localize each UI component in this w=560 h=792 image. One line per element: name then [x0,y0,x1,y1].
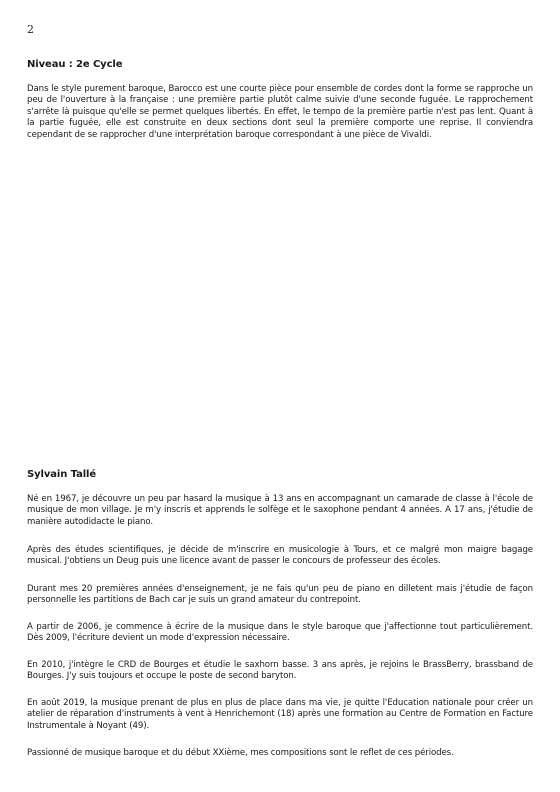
piece-description: Dans le style purement baroque, Barocco est une courte pièce pour ensemble de cordes dont la forme se rapproche un peu de l'ouverture à la française : une première partie plutôt calme suivie d'une seconde fuguée. Le rapprochement s'arrête là puisque qu'elle se permet quelques libertés. En effet, le tempo de la première partie n'est pas lent. Quant à la partie fuguée, elle est construite en deux sections dont seul la première comporte une reprise. Il conviendra cependant de se rapprocher d'une interprétation baroque correspondant à une pièce de Vivaldi. [27,84,533,140]
page-number: 2 [27,23,34,36]
bio-paragraph-6: En août 2019, la musique prenant de plus en plus de place dans ma vie, je quitte l'Education nationale pour créer un atelier de réparation d'instruments à vent à Henrichemont (18) après une formation au Centre de Formation en Facture Instrumentale à Noyant (49). [27,698,533,731]
bio-paragraph-5: En 2010, j'intègre le CRD de Bourges et étudie le saxhorn basse. 3 ans après, je rejoins le BrassBerry, brassband de Bourges. J'y suis toujours et occupe le poste de second baryton. [27,660,533,682]
bio-paragraph-1: Né en 1967, je découvre un peu par hasard la musique à 13 ans en accompagnant un camarade de classe à l'école de musique de mon village. Je m'y inscris et apprends le solfège et le saxophone pendant 4 années. A 17 ans, j'étudie de manière autodidacte le piano. [27,494,533,527]
bio-paragraph-2: Après des études scientifiques, je décide de m'inscrire en musicologie à Tours, et ce malgré mon maigre bagage musical. J'obtiens un Deug puis une licence avant de passer le concours de professeur des écoles. [27,545,533,567]
composer-heading: Sylvain Tallé [27,469,97,480]
bio-paragraph-3: Durant mes 20 premières années d'enseignement, je ne fais qu'un peu de piano en dilletent mais j'étudie de façon personnelle les partitions de Bach car je suis un grand amateur du contrepoint. [27,584,533,606]
bio-paragraph-4: A partir de 2006, je commence à écrire de la musique dans le style baroque que j'affectionne tout particulièrement. Dès 2009, l'écriture devient un mode d'expression nécessaire. [27,622,533,644]
bio-paragraph-7: Passionné de musique baroque et du début XXième, mes compositions sont le reflet de ces périodes. [27,748,454,758]
level-heading: Niveau : 2e Cycle [27,59,123,70]
